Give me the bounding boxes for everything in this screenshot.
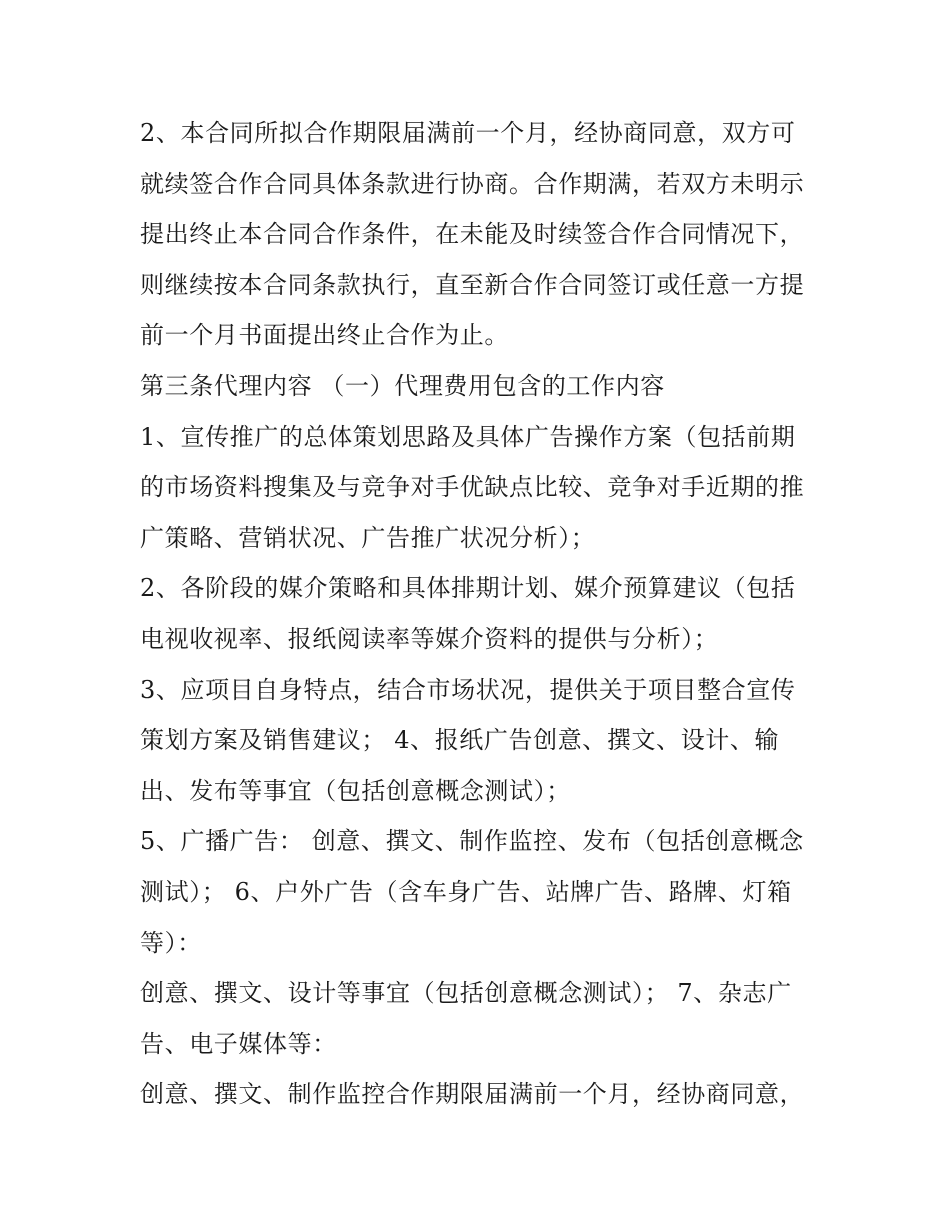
text-line: 电视收视率、报纸阅读率等媒介资料的提供与分析）； <box>140 624 719 653</box>
text-line: 创意、撰文、制作监控合作期限届满前一个月，经协商同意， <box>140 1080 805 1109</box>
text-line: 前一个月书面提出终止合作为止。 <box>140 321 509 350</box>
text-line: 创意、撰文、设计等事宜（包括创意概念测试）； 7、杂志广 <box>140 979 792 1008</box>
text-line: 2、各阶段的媒介策略和具体排期计划、媒介预算建议（包括 <box>140 574 796 603</box>
text-line: 测试）； 6、户外广告（含车身广告、站牌广告、路牌、灯箱 <box>140 877 792 906</box>
text-line: 策划方案及销售建议； 4、报纸广告创意、撰文、设计、输 <box>140 726 780 755</box>
section-heading: 第三条代理内容 （一）代理费用包含的工作内容 <box>140 371 665 400</box>
text-line: 则继续按本合同条款执行，直至新合作合同签订或任意一方提 <box>140 270 805 299</box>
text-line: 的市场资料搜集及与竞争对手优缺点比较、竞争对手近期的推 <box>140 473 805 502</box>
text-line: 2、本合同所拟合作期限届满前一个月，经协商同意，双方可 <box>140 119 796 147</box>
text-line: 1、宣传推广的总体策划思路及具体广告操作方案（包括前期 <box>140 422 796 451</box>
text-line: 广策略、营销状况、广告推广状况分析）； <box>140 523 596 552</box>
text-line: 告、电子媒体等： <box>140 1029 337 1058</box>
document-body <box>140 108 820 1120</box>
text-line: 出、发布等事宜（包括创意概念测试）； <box>140 776 571 805</box>
text-line: 等）： <box>140 928 202 957</box>
text-line: 5、广播广告： 创意、撰文、制作监控、发布（包括创意概念 <box>140 827 804 856</box>
text-line: 提出终止本合同合作条件，在未能及时续签合作合同情况下， <box>140 220 805 249</box>
text-line: 3、应项目自身特点，结合市场状况，提供关于项目整合宣传 <box>140 675 796 704</box>
text-line: 就续签合作合同具体条款进行协商。合作期满，若双方未明示 <box>140 169 805 198</box>
